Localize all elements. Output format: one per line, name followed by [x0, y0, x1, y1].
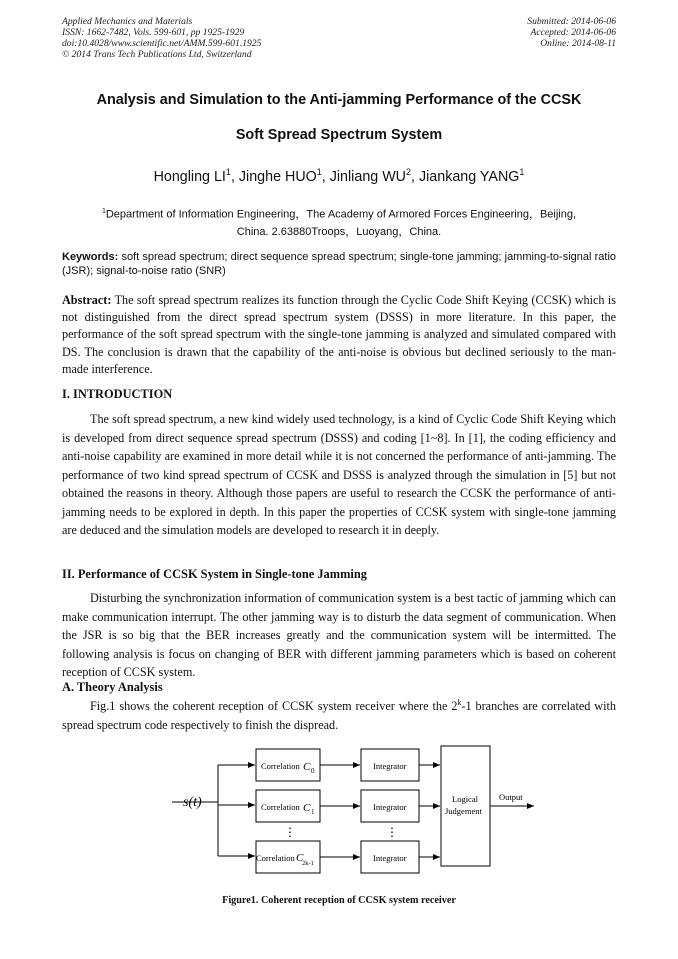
code-symbol: C: [303, 761, 311, 773]
affiliation-line2: China. 2.63880Troops，Luoyang，China.: [236, 225, 442, 238]
author-name: Hongling LI: [153, 168, 226, 185]
journal-issn: ISSN: 1662-7482, Vols. 599-601, pp 1925-1929: [62, 27, 245, 38]
subsection-heading-theory: A. Theory Analysis: [62, 680, 163, 694]
author-affil-mark: 1: [519, 167, 525, 177]
code-symbol: C: [296, 852, 304, 864]
decision-label-line1: Logical: [452, 794, 478, 804]
decision-label-line2: Judgement: [445, 806, 482, 816]
section-heading-introduction: I. INTRODUCTION: [62, 387, 173, 401]
keywords-label: Keywords:: [62, 251, 119, 263]
journal-name: Applied Mechanics and Materials: [62, 16, 193, 27]
integrator-label: Integrator: [373, 802, 407, 812]
author-list: Hongling $LI^1$, Jinghe HUO$^1$, Jinliang $WU^2$, Jiankang YANG$^1$: [153, 167, 525, 185]
section-heading-performance: II. Performance of CCSK System in Single-tone Jamming: [62, 567, 367, 581]
vertical-ellipsis: ⋮: [386, 825, 398, 839]
date-submitted: Submitted: 2014-06-06: [527, 16, 616, 27]
keywords-text: soft spread spectrum; direct sequence spread spectrum; single-tone jamming; jamming-to-signal ratio (JSR); signal-to-noise ratio (SNR): [62, 251, 617, 277]
code-subscript: 2k-1: [302, 860, 314, 867]
date-accepted: Accepted: 2014-06-06: [530, 27, 616, 38]
theory-text-before: Fig.1 shows the coherent reception of CCSK system receiver where the 2: [90, 699, 458, 713]
author-affil-mark: 2: [406, 167, 412, 177]
author-name: Jinliang WU: [329, 168, 407, 185]
code-subscript: 1: [311, 808, 315, 816]
introduction-paragraph: The soft spread spectrum, a new kind widely used technology, is a kind of Cyclic Code Shift Keying which is developed from direct sequence spread spectrum (DSSS) and coding [1~8]. In [1], the coding efficiency and anti-noise capability are examined in more detail while it is not concerned the performance of anti-jamming. The performance of two kind spread spectrum of CCSK and DSSS is analyzed through the simulation in [5] but not obtained the reasons in theory. Although those papers are useful to research the CCSK the performance of anti-jamming needs to be explored in depth. In this paper the properties of CCSK system with single-tone jamming are deduced and the simulation models are developed to research it in deeply.: [62, 412, 616, 537]
integrator-label: Integrator: [373, 853, 407, 863]
code-subscript: 0: [311, 767, 315, 775]
author-affil-mark: 1: [316, 167, 322, 177]
paper-title-line2: Soft Spread Spectrum System: [235, 127, 443, 143]
journal-copyright: © 2014 Trans Tech Publications Ltd, Switzerland: [62, 49, 252, 60]
date-online: Online: 2014-08-11: [540, 38, 616, 49]
correlator-label: Correlation: [261, 761, 300, 771]
abstract-label: Abstract:: [62, 293, 112, 307]
correlator-label: Correlation: [261, 802, 300, 812]
author-affil-mark: 1: [225, 167, 231, 177]
correlator-label: Correlation: [256, 853, 295, 863]
author-name: Jiankang YANG: [418, 168, 520, 185]
output-label: Output: [499, 792, 523, 802]
theory-text-after: -1 branches are correlated with spread spectrum code respectively to finish the dispread.: [62, 699, 616, 732]
affiliation-mark: 1: [101, 208, 106, 215]
affiliation-line1: Department of Information Engineering，The Academy of Armored Forces Engineering，Beijing,: [105, 208, 577, 221]
figure-caption: Figure1. Coherent reception of CCSK system receiver: [222, 895, 456, 906]
author-name: Jinghe HUO: [238, 168, 317, 185]
performance-paragraph: Disturbing the synchronization information of communication system is a best tactic of jamming which can make communication interrupt. The other jamming way is to disturb the data segment of communication. When the JSR is so big that the BER increases greatly and the communication system will be intermitted. The following analysis is focus on changing of BER with different jamming parameters which is based on coherent reception of CCSK system.: [62, 591, 616, 679]
journal-doi: doi:10.4028/www.scientific.net/AMM.599-601.1925: [62, 38, 262, 49]
input-signal-label: s(t): [183, 795, 202, 810]
code-symbol: C: [303, 802, 311, 814]
theory-superscript: k: [457, 697, 462, 707]
abstract-text: The soft spread spectrum realizes its function through the Cyclic Code Shift Keying (CCSK) which is not distinguished from the direct spread spectrum system (DSSS) in more literature. In this paper, the performance of the soft spread spectrum with the single-tone jamming is analyzed and simulated compared with DS. The conclusion is drawn that the capability of the anti-noise is obvious but declined seriously to the man-made interference.: [62, 293, 617, 376]
paper-title-line1: Analysis and Simulation to the Anti-jamming Performance of the CCSK: [96, 92, 582, 108]
vertical-ellipsis: ⋮: [284, 825, 296, 839]
integrator-label: Integrator: [373, 761, 407, 771]
